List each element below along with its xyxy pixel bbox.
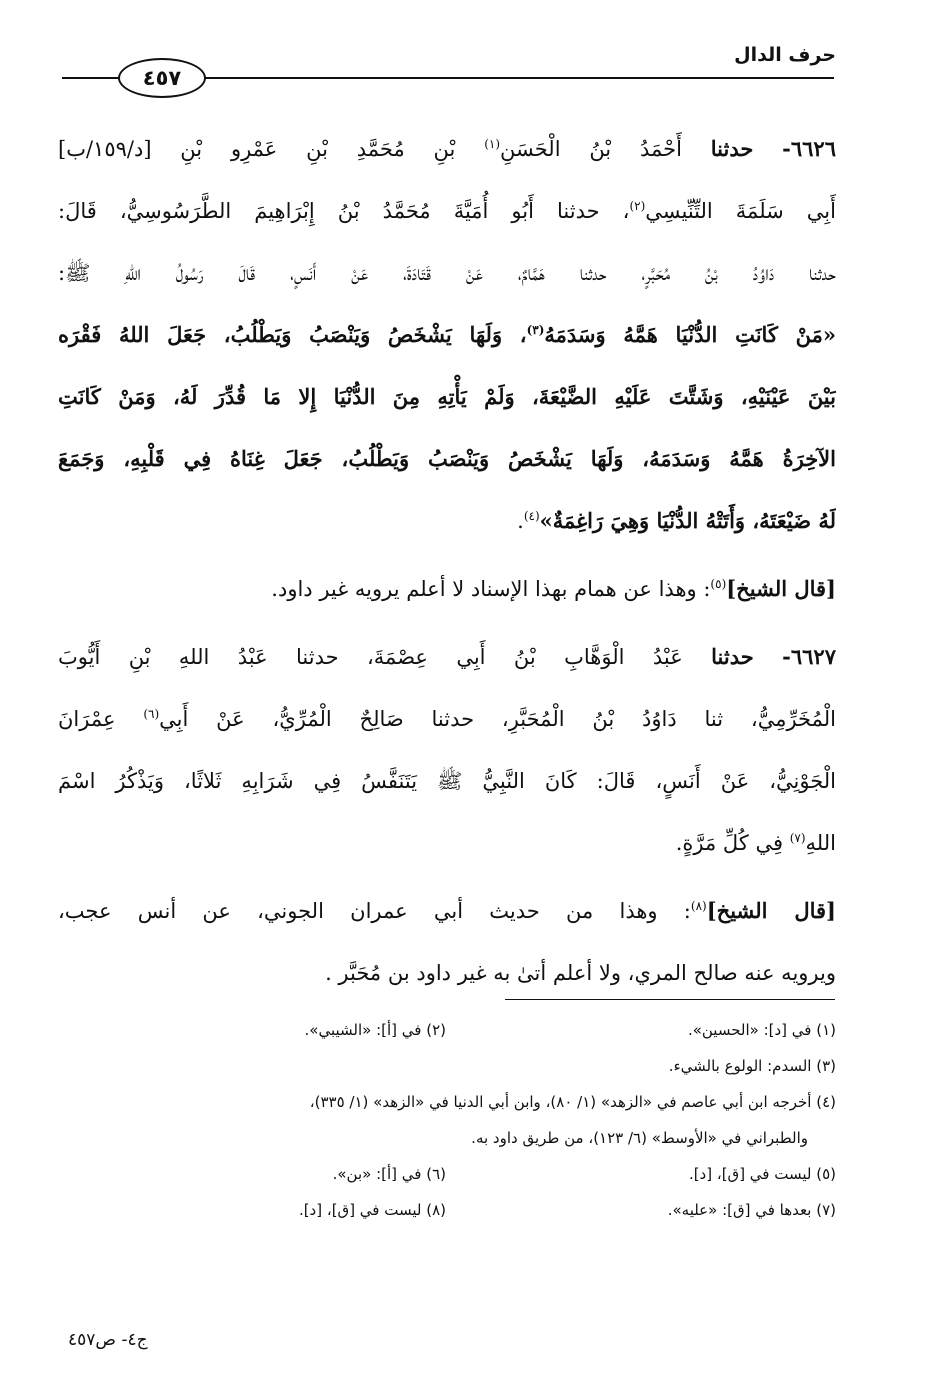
chapter-title: حرف الدال [734,44,836,66]
footnote-ref: (٤) [523,509,540,523]
isnad-text: الْمُخَرِّمِيُّ، ثنا دَاوُدُ بْنُ الْمُحَبَّرِ، حدثنا صَالِحٌ الْمُرِّيُّ، عَنْ أَبِي [159,707,836,731]
matn-text: فِي كُلِّ مَرَّةٍ. [675,831,784,855]
footnote-row [58,1120,836,1156]
footnote-8: (٨) ليست في [ق]، [د]. [298,1201,446,1219]
footnote-1: (١) في [د]: «الحسين». [687,1021,836,1039]
shaykh-text: : وهذا عن همام بهذا الإسناد لا أعلم يرويه غير داود. [271,577,711,601]
footnote-rule [505,999,835,1000]
footnote-3: (٣) السدم: الولوع بالشيء. [668,1057,836,1075]
footnote-ref: (٥) [710,577,727,591]
haddathana-keyword: حدثنا [710,136,754,161]
hadith-number: ٦٦٢٧- [782,644,836,669]
footnote-row [58,1084,836,1120]
isnad-text: أَحْمَدُ بْنُ الْحَسَنِ [500,137,682,161]
matn-text: . [517,509,524,533]
shaykh-comment-2 [58,880,836,942]
hadith-6627-line-4 [58,812,836,874]
footnote-2: (٢) في [أ]: «الشيبي». [304,1021,446,1039]
footnote-ref: (٣) [526,323,545,337]
footnote-row [58,1156,836,1192]
main-text [58,118,836,1004]
matn-text: ، وَلَهَا يَشْخَصُ وَيَنْصَبُ وَيَطْلُبُ، جَعَلَ اللهُ فَقْرَه [58,322,527,347]
footnote-ref: (١) [484,137,501,151]
hadith-6627-line-2 [58,688,836,750]
shaykh-comment-2-line-2: ويرويه عنه صالح المري، ولا أعلم أتىٰ به غير داود بن مُحَبَّر . [325,961,836,985]
shaykh-label: [قال الشيخ] [726,576,836,601]
hadith-6627-line-3: الْجَوْنِيُّ، عَنْ أَنَسٍ، قَالَ: كَانَ النَّبِيُّ ﷺ يَتَنَفَّسُ فِي شَرَابِهِ ثَلاثًا، وَيَذْكُرُ اسْمَ [58,769,836,793]
hadith-6626-line-2 [58,180,836,242]
hadith-number: ٦٦٢٦- [782,136,836,161]
hadith-6626-line-5: بَيْنَ عَيْنَيْهِ، وَشَتَّتَ عَلَيْهِ الضَّيْعَةَ، وَلَمْ يَأْتِهِ مِنَ الدُّنْيَا إِلا مَا قُدِّرَ لَهُ، وَمَنْ كَانَتِ [58,384,836,409]
shaykh-label: [قال الشيخ] [706,898,836,923]
isnad-text: عَبْدُ الْوَهَّابِ بْنُ أَبِي عِصْمَةَ، حدثنا عَبْدُ اللهِ بْنِ أَيُّوبَ [58,645,683,669]
hadith-6626-line-7 [58,490,836,552]
footnote-ref: (٨) [690,899,707,913]
matn-text: اللهِ [805,831,836,855]
footnote-4-continued: والطبراني في «الأوسط» (٦/ ١٢٣)، من طريق داود به. [471,1129,808,1147]
footnote-4: (٤) أخرجه ابن أبي عاصم في «الزهد» (١/ ٨٠)، وابن أبي الدنيا في «الزهد» (١/ ٣٣٥)، [309,1093,836,1111]
footnote-ref: (٢) [629,199,646,213]
matn-text: «مَنْ كَانَتِ الدُّنْيَا هَمَّهُ وَسَدَمَهُ [544,322,836,347]
footnote-row [58,1012,836,1048]
footnote-7: (٧) بعدها في [ق]: «عليه». [667,1201,836,1219]
footnote-5: (٥) ليست في [ق]، [د]. [688,1165,836,1183]
isnad-text: عِمْرَانَ [58,707,116,731]
shaykh-text: : وهذا من حديث أبي عمران الجوني، عن أنس عجب، [58,899,691,923]
matn-text: لَهُ ضَيْعَتَهُ، وَأَتَتْهُ الدُّنْيَا وَهِيَ رَاغِمَةٌ» [539,508,836,533]
hadith-6627-line-1 [58,626,836,688]
hadith-6626-line-4 [58,304,836,366]
footnote-6: (٦) في [أ]: «بن». [332,1165,446,1183]
footnote-row [58,1048,836,1084]
hadith-6626-line-1 [58,118,836,180]
footnotes [58,1012,836,1228]
footnote-row [58,1192,836,1228]
isnad-text: ، حدثنا أَبُو أُمَيَّةَ مُحَمَّدُ بْنُ إِبْرَاهِيمَ الطَّرَسُوسِيُّ، قَالَ: [58,199,630,223]
page-number: ٤٥٧ [142,66,182,90]
page-number-badge [118,58,206,98]
isnad-text: بْنِ مُحَمَّدِ بْنِ عَمْرِو بْنِ [د/١٥٩/ب] [58,137,456,161]
haddathana-keyword: حدثنا [711,644,754,669]
hadith-6626-line-6: الآخِرَةُ هَمَّهُ وَسَدَمَهُ، وَلَهَا يَشْخَصُ وَيَنْصَبُ وَيَطْلُبُ، جَعَلَ غِنَاهُ فِي قَلْبِهِ، وَجَمَعَ [58,446,836,471]
shaykh-comment-1 [58,558,836,620]
hadith-6626-line-3: حدثنا دَاوُدُ بْنُ مُحَبَّرٍ، حدثنا هَمَّامٌ، عَنْ قَتَادَةَ، عَنْ أَنَسٍ، قَالَ رَسُولُ اللهِ ﷺ: [58,261,836,285]
page-footer-reference: ج٤- ص٤٥٧ [68,1330,148,1350]
footnote-ref: (٦) [143,707,160,721]
footnote-ref: (٧) [789,831,806,845]
isnad-text: أَبِي سَلَمَةَ التِّنِّيسِي [645,199,836,223]
